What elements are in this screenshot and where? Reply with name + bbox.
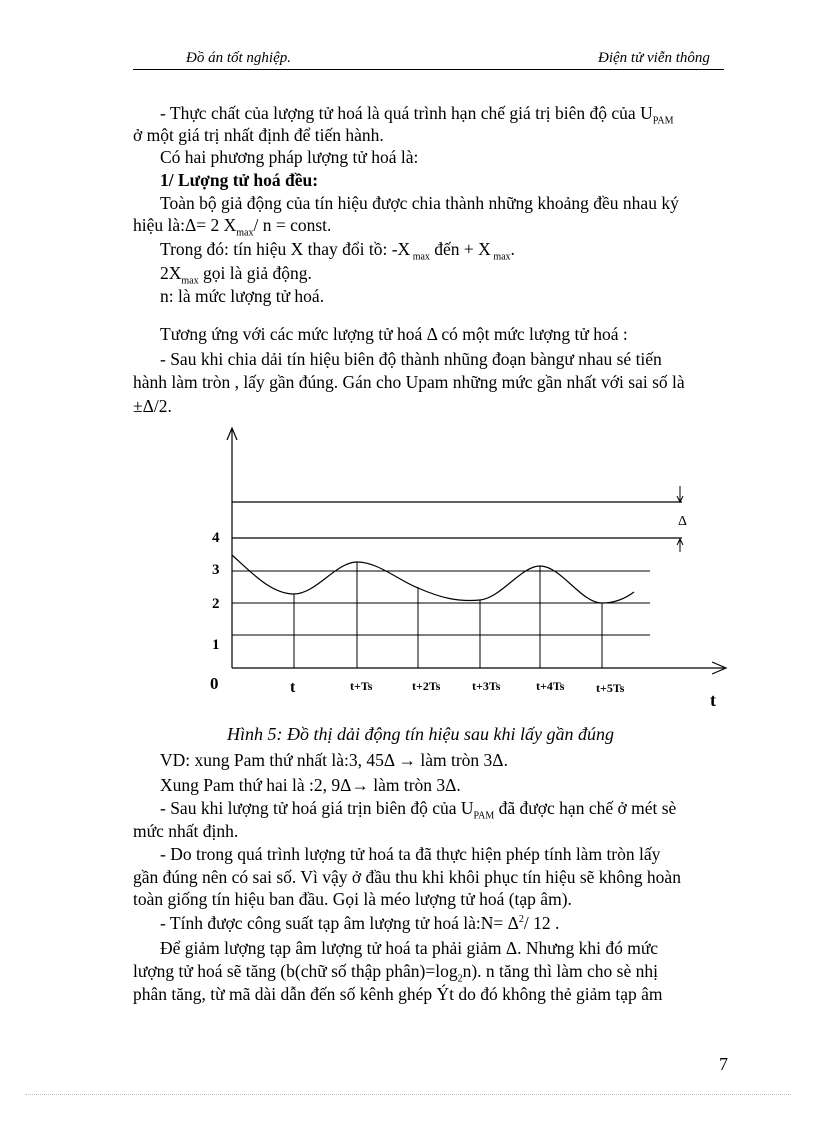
x-tick-label: t+4Ts: [536, 679, 565, 693]
y-tick-label: 3: [212, 562, 220, 578]
text-line: - Tính được công suất tạp âm lượng tử hoá là:N= $\Delta^2/$ 12 .: [160, 913, 560, 933]
y-tick-label: 2: [212, 596, 220, 612]
text-line: Để giảm lượng tạp âm lượng tử hoá ta phải giảm Δ. Nhưng khi đó mức: [160, 938, 659, 958]
footer-divider: [25, 1094, 791, 1095]
header-rule: [133, 69, 724, 70]
text-line: - Sau khi chia dải tín hiệu biên độ thành nhũng đoạn bàngư nhau sé tiến: [160, 349, 662, 369]
x-tick-label: t+5Ts: [596, 681, 625, 695]
text-line: phân tăng, từ mã dài dẫn đến số kênh ghép Ýt do đó không thẻ giảm tạp âm: [133, 984, 663, 1004]
text-line: ở một giá trị nhất định để tiến hành.: [133, 125, 384, 145]
text-line: Xung Pam thứ hai là :2, 9Δ→ làm tròn 3Δ.: [160, 775, 461, 795]
page-number: 7: [719, 1054, 728, 1074]
text-line: - Thực chất của lượng tử hoá là quá trình hạn chế giá trị biên độ của $U_{PAM}$: [160, 103, 674, 127]
text-line: n: là mức lượng tử hoá.: [160, 286, 325, 306]
text-line: Trong đó: tín hiệu X thay đổi tồ: -X $_{max}$ đến + X $_{max}$.: [160, 239, 515, 263]
text-line: ±Δ/2.: [133, 396, 172, 416]
figure-caption: Hình 5: Đồ thị dải động tín hiệu sau khi lấy gần đúng: [227, 724, 614, 744]
quantization-chart: [196, 422, 736, 712]
text-line: - Do trong quá trình lượng tử hoá ta đã thực hiện phép tính làm tròn lấy: [160, 844, 661, 864]
delta-label: Δ: [678, 514, 688, 529]
header-right: Điện tử viễn thông: [598, 50, 710, 66]
x-tick-label: t+2Ts: [412, 679, 441, 693]
section-heading: 1/ Lượng tử hoá đều:: [160, 170, 319, 190]
x-tick-label: t+Ts: [350, 679, 373, 693]
text-line: toàn giống tín hiệu ban đầu. Gọi là méo lượng tử hoá (tạp âm).: [133, 889, 572, 909]
text-line: Tương ứng với các mức lượng tử hoá Δ có một mức lượng tử hoá :: [160, 324, 628, 344]
header-left: Đồ án tốt nghiệp.: [186, 50, 291, 66]
text-line: gần đúng nên có sai số. Vì vậy ở đầu thu khi khôi phục tín hiệu sẽ không hoàn: [133, 867, 681, 887]
signal-curve: [232, 555, 634, 603]
text-line: - Sau khi lượng tử hoá giá trịn biên độ của $U_{PAM}$ đã được hạn chế ở mét sè: [160, 798, 677, 822]
text-line: Có hai phương pháp lượng tử hoá là:: [160, 147, 419, 167]
text-line: VD: xung Pam thứ nhất là:3, 45Δ → làm tròn 3Δ.: [160, 750, 508, 770]
x-tick-label: t+3Ts: [472, 679, 501, 693]
text-line: $2X_{max}$ gọi là giả động.: [160, 263, 312, 287]
y-tick-label: 4: [212, 530, 220, 546]
text-line: hiệu là:Δ= 2 $X_{max}/$ n = const.: [133, 215, 332, 239]
text-line: Toàn bộ giả động của tín hiệu được chia thành những khoảng đều nhau ký: [160, 193, 679, 213]
x-axis-label: t: [710, 690, 716, 710]
y-tick-label: 1: [212, 637, 220, 653]
text-line: hành làm tròn , lấy gần đúng. Gán cho Upam những mức gần nhất với sai số là: [133, 372, 685, 392]
x-tick-label: t: [290, 679, 296, 696]
text-line: lượng tử hoá sẽ tăng (b(chữ số thập $phân)=\log_2n$). n tăng thì làm cho sè nhị: [133, 961, 658, 985]
y-tick-label: 0: [210, 674, 219, 693]
text-line: mức nhất định.: [133, 821, 239, 841]
